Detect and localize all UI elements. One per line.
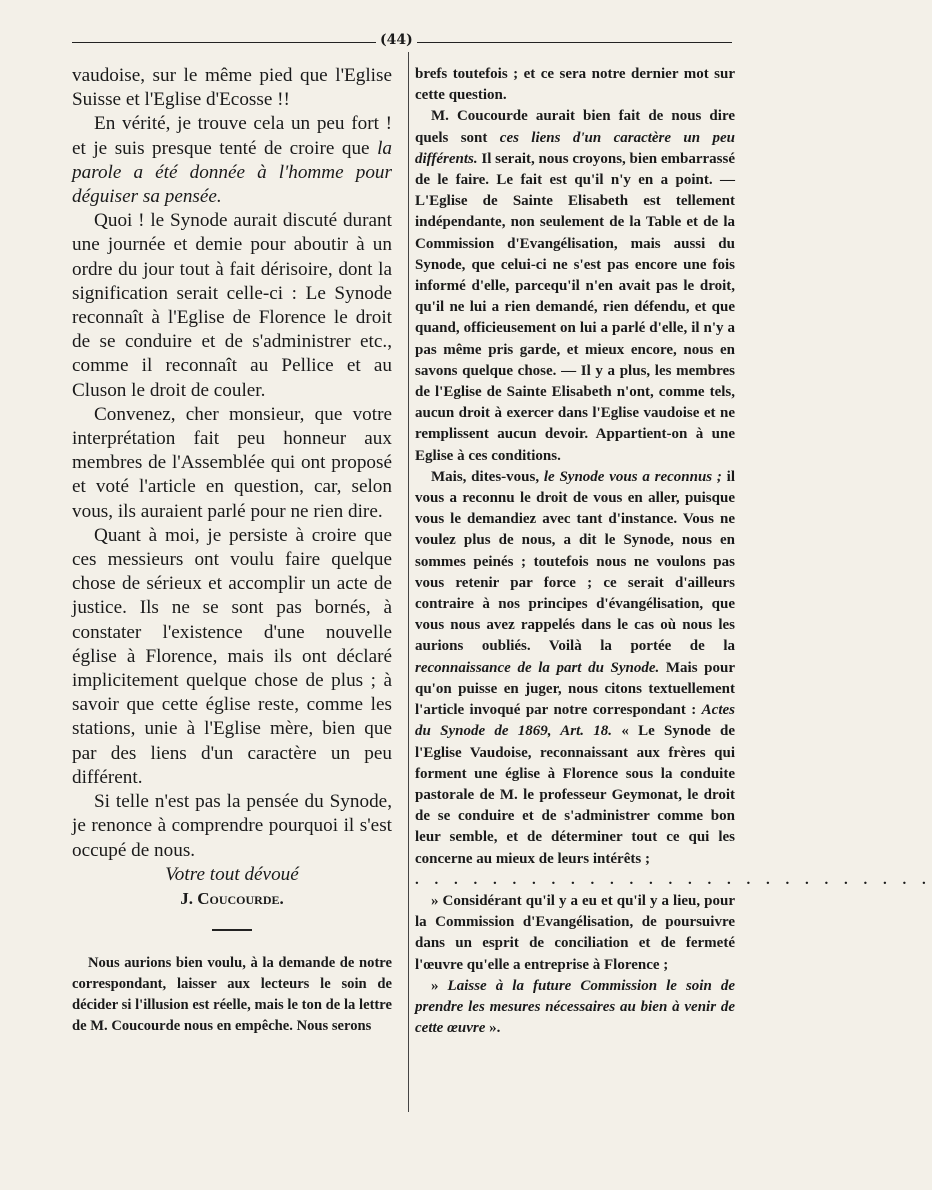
text-span: « Le Synode de l'Eglise Vaudoise, reconnaissant aux frères qui forment une église à Florence sous la conduite pastorale de M. le professeur Geymonat, le droit de se conduire et de s'administrer comme bon leur semble, et de déterminer tout ce qui les concerne au mieux de leurs intérêts ; [415, 723, 735, 867]
right-paragraph [415, 106, 735, 466]
left-paragraph [72, 403, 392, 524]
left-paragraph [72, 790, 392, 863]
text-span: M. Coucourde aurait bien fait de nous dire quels sont [415, 108, 735, 146]
editor-note-text: Nous aurions bien voulu, à la demande de notre correspondant, laisser aux lecteurs le soin de décider si l'illusion est réelle, mais le ton de la lettre de M. Coucourde nous en empêche. Nous serons [72, 955, 392, 1035]
signoff-name: J. Coucourde. [180, 888, 284, 908]
left-paragraph [72, 112, 392, 209]
right-paragraph [415, 467, 735, 870]
text-span: En vérité, je trouve cela un peu fort ! et je suis presque tenté de croire que [72, 113, 392, 159]
editor-note [72, 953, 392, 1037]
left-paragraph [72, 64, 392, 112]
text-span: . . . . . . . . . . . . . . . . . . . . . . . . . . . [415, 871, 932, 888]
text-span: Il serait, nous croyons, bien embarrassé de le faire. Le fait est qu'il n'y en a point. — L'Eglise de Sainte Elisabeth est tellement indépendante, non seulement de la Table et de la Commission d'Evangélisation, mais aussi du Synode, que celui-ci ne s'est pas encore une fois informé d'elle, parcequ'il n'en avait pas le droit, qu'il ne lui a rien demandé, rien défendu, et que quand, officieusement on lui a parlé d'elle, il n'y a pas même pris garde, et mieux encore, nous en savons quelque chose. — Il y a plus, les membres de l'Eglise de Sainte Elisabeth n'ont, comme tels, aucun droit à exercer dans l'Eglise vaudoise et ne remplissent aucun devoir. Appartient-on à une Eglise à ces conditions. [415, 150, 735, 464]
italic-span: Actes du Synode de 1869, Art. 18. [415, 702, 735, 740]
left-paragraph [72, 209, 392, 403]
text-span: il vous a reconnu le droit de vous en aller, puisque vous le demandiez avec tant d'instance. Vous ne voulez plus de nous, a dit le Synode, nous en sommes peinés ; toutefois nous ne voulons pas vous retenir par force ; ce serait d'ailleurs contraire à nos principes d'évangélisation, que vous nous avez rappelés dans le cas où nous les aurions oubliés. Voilà la portée de la [415, 468, 735, 655]
signoff-greeting: Votre tout dévoué [165, 863, 299, 885]
text-span: Quant à moi, je persiste à croire que ces messieurs ont voulu faire quelque chose de sérieux et accomplir un acte de justice. Ils ne se sont pas bornés, à constater l'existence d'une nouvelle église à Florence, mais ils ont déclaré implicitement quelque chose de plus ; à savoir que cette église reste, comme les stations, unie à l'Eglise mère, bien que par des liens d'un caractère un peu différent. [72, 524, 392, 788]
text-span: » [431, 977, 448, 994]
right-paragraph [415, 976, 735, 1040]
right-paragraph [415, 891, 735, 976]
text-span: » Considérant qu'il y a eu et qu'il y a lieu, pour la Commission d'Evangélisation, de poursuivre dans un esprit de conciliation et de fermeté l'œuvre qu'elle a entreprise à Florence ; [415, 892, 735, 973]
italic-span: la parole a été donnée à l'homme pour déguiser sa pensée. [72, 137, 392, 208]
text-span: Mais, dites-vous, [431, 468, 544, 485]
column-divider [408, 52, 409, 1112]
italic-span: Laisse à la future Commission le soin de prendre les mesures nécessaires au bien à venir de cette œuvre [415, 977, 736, 1037]
text-span: vaudoise, sur le même pied que l'Eglise Suisse et l'Eglise d'Ecosse !! [72, 65, 392, 111]
right-column-paragraphs [415, 64, 932, 1039]
right-paragraph [415, 64, 735, 106]
separator-rule [212, 929, 252, 931]
text-span: Si telle n'est pas la pensée du Synode, je renonce à comprendre pourquoi il s'est occupé de nous. [72, 791, 392, 861]
left-paragraph [72, 524, 392, 790]
right-column [415, 64, 932, 1039]
text-span: Mais pour qu'on puisse en juger, nous citons textuellement l'article invoqué par notre correspondant : [415, 659, 735, 719]
page-number: (44) [376, 32, 417, 48]
left-column-paragraphs [72, 64, 392, 863]
text-span: ». [485, 1020, 501, 1037]
italic-span: reconnaissance de la part du Synode. [415, 659, 660, 676]
italic-span: ces liens d'un caractère un peu différents. [415, 129, 735, 167]
italic-span: le Synode vous a reconnus ; [543, 468, 722, 485]
left-column [72, 64, 392, 1037]
text-span: Quoi ! le Synode aurait discuté durant une journée et demie pour aboutir à un ordre du jour tout à fait dérisoire, dont la signification serait celle-ci : Le Synode reconnaît à l'Eglise de Florence le droit de se conduire et de s'administrer etc., comme il reconnaît au Pellice et au Cluson le droit de couler. [72, 210, 392, 401]
text-span: brefs toutefois ; et ce sera notre dernier mot sur cette question. [415, 66, 735, 104]
right-paragraph [415, 870, 932, 891]
text-span: Convenez, cher monsieur, que votre interprétation fait peu honneur aux membres de l'Assemblée qui ont proposé et voté l'article en question, car, selon vous, ils auraient parlé pour ne rien dire. [72, 403, 392, 522]
